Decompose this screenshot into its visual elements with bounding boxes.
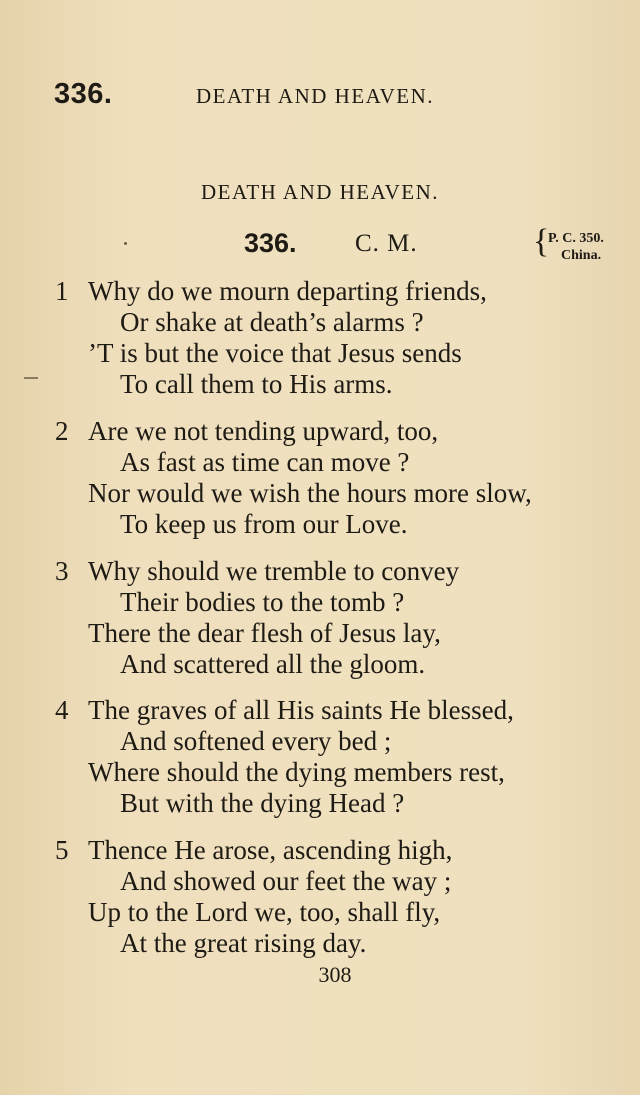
verse-number: 3 <box>55 556 69 586</box>
verse-line: Where should the dying members rest, <box>88 757 505 787</box>
verse-line: And showed our feet the way ; <box>120 866 452 896</box>
verse-line: But with the dying Head ? <box>120 788 405 818</box>
tune-reference: P. C. 350. <box>548 231 604 246</box>
running-head-title: DEATH AND HEAVEN. <box>196 84 435 108</box>
verse-line: Their bodies to the tomb ? <box>120 587 405 617</box>
verse-line: The graves of all His saints He blessed, <box>88 695 514 725</box>
verse-line: To keep us from our Love. <box>120 509 408 539</box>
verse-line: And softened every bed ; <box>120 726 392 756</box>
hymn-header <box>0 223 640 268</box>
running-head-page-number: 336. <box>54 78 113 110</box>
running-head <box>54 78 620 112</box>
verse-number: 2 <box>55 416 69 446</box>
page-number: 308 <box>318 962 352 987</box>
verse-number: 1 <box>55 276 69 306</box>
verse-line: Why do we mourn departing friends, <box>88 276 487 306</box>
tune-name: China. <box>561 248 602 263</box>
print-mark <box>24 377 38 379</box>
verse-number: 4 <box>55 695 69 725</box>
verse-line: Nor would we wish the hours more slow, <box>88 478 532 508</box>
verse-line: ’T is but the voice that Jesus sends <box>88 338 462 368</box>
verse-line: Up to the Lord we, too, shall fly, <box>88 897 441 927</box>
hymn-number: 336. <box>244 228 297 258</box>
verse-line: And scattered all the gloom. <box>120 649 426 679</box>
verse-number: 5 <box>55 835 69 865</box>
verse-line: To call them to His arms. <box>120 369 393 399</box>
verse-line: Are we not tending upward, too, <box>88 416 439 446</box>
verse-line: Thence He arose, ascending high, <box>88 835 453 865</box>
verse-line: At the great rising day. <box>120 928 367 958</box>
verse-line: There the dear flesh of Jesus lay, <box>88 618 441 648</box>
verse-line: As fast as time can move ? <box>120 447 410 477</box>
section-title: DEATH AND HEAVEN. <box>200 180 440 204</box>
verse-line: Or shake at death’s alarms ? <box>120 307 424 337</box>
verse-line: Why should we tremble to convey <box>88 556 460 586</box>
hymn-meter: C. M. <box>355 230 418 257</box>
tune-brace: { <box>533 223 550 260</box>
